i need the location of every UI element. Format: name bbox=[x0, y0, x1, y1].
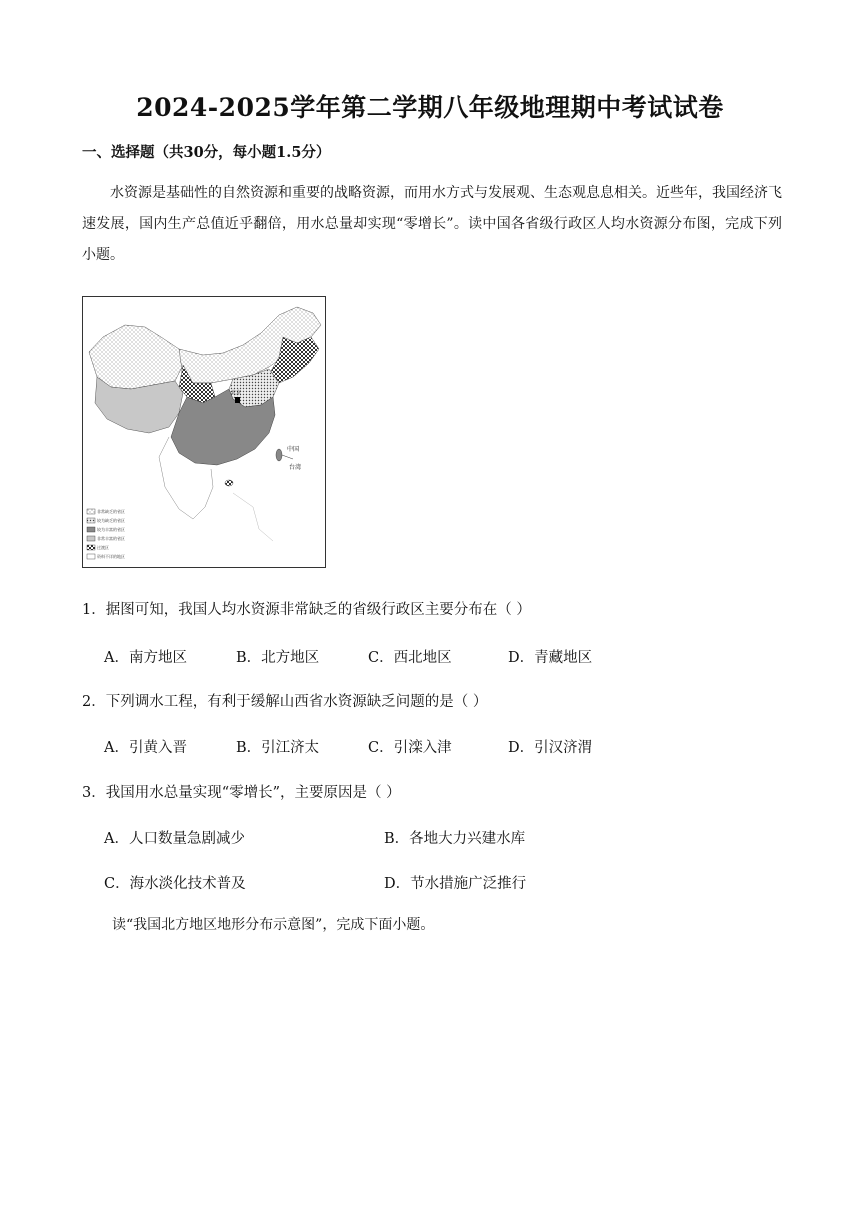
q1-option-a[interactable]: A．南方地区 bbox=[104, 650, 187, 666]
q3-option-c[interactable]: C．海水淡化技术普及 bbox=[104, 876, 246, 892]
q2-option-c[interactable]: C．引滦入津 bbox=[368, 740, 452, 756]
svg-text:较为丰富的省区: 较为丰富的省区 bbox=[97, 527, 125, 532]
question-3-stem: 3．我国用水总量实现“零增长”，主要原因是（ ） bbox=[82, 785, 401, 801]
q1-option-d[interactable]: D．青藏地区 bbox=[508, 650, 593, 666]
svg-text:过渡区: 过渡区 bbox=[97, 545, 109, 550]
question-1-stem: 1．据图可知，我国人均水资源非常缺乏的省级行政区主要分布在（ ） bbox=[82, 602, 531, 618]
exam-title: 2024-2025学年第二学期八年级地理期中考试试卷 bbox=[136, 93, 724, 122]
svg-text:资料不详的地区: 资料不详的地区 bbox=[97, 554, 125, 559]
q1-option-b[interactable]: B．北方地区 bbox=[236, 650, 320, 666]
intro-paragraph: 水资源是基础性的自然资源和重要的战略资源，而用水方式与发展观、生态观息息相关。近些年，我国经济飞速发展，国内生产总值近乎翻倍，用水总量却实现“零增长”。读中国各省级行政区人均水资源分布图，完成下列小题。 bbox=[82, 185, 782, 263]
svg-text:非常缺乏的省区: 非常缺乏的省区 bbox=[97, 509, 125, 514]
region-northwest bbox=[89, 325, 183, 389]
q3-option-b[interactable]: B．各地大力兴建水库 bbox=[384, 831, 526, 847]
section-heading: 一、选择题（共30分，每小题1.5分） bbox=[82, 144, 331, 161]
water-resource-map bbox=[82, 296, 326, 568]
q2-option-b[interactable]: B．引江济太 bbox=[236, 740, 320, 756]
question-2-stem: 2．下列调水工程，有利于缓解山西省水资源缺乏问题的是（ ） bbox=[82, 694, 488, 710]
map-legend bbox=[87, 508, 125, 559]
q2-option-d[interactable]: D．引汉济渭 bbox=[508, 740, 593, 756]
svg-text:较为缺乏的省区: 较为缺乏的省区 bbox=[97, 518, 125, 523]
svg-text:非常丰富的省区: 非常丰富的省区 bbox=[97, 536, 125, 541]
q3-option-d[interactable]: D．节水措施广泛推行 bbox=[384, 876, 527, 892]
q1-option-c[interactable]: C．西北地区 bbox=[368, 650, 452, 666]
next-section-prompt: 读“我国北方地区地形分布示意图”，完成下面小题。 bbox=[112, 917, 435, 933]
hainan-island bbox=[225, 480, 233, 486]
china-map-figure bbox=[83, 297, 325, 567]
taiwan-island bbox=[276, 449, 282, 461]
beijing-label: 北京 bbox=[231, 390, 242, 396]
taiwan-label-2: 台湾 bbox=[289, 464, 302, 471]
q3-option-a[interactable]: A．人口数量急剧减少 bbox=[104, 831, 245, 847]
taiwan-label-1: 中国 bbox=[287, 446, 300, 453]
beijing-marker bbox=[235, 397, 240, 403]
q2-option-a[interactable]: A．引黄入晋 bbox=[104, 740, 187, 756]
